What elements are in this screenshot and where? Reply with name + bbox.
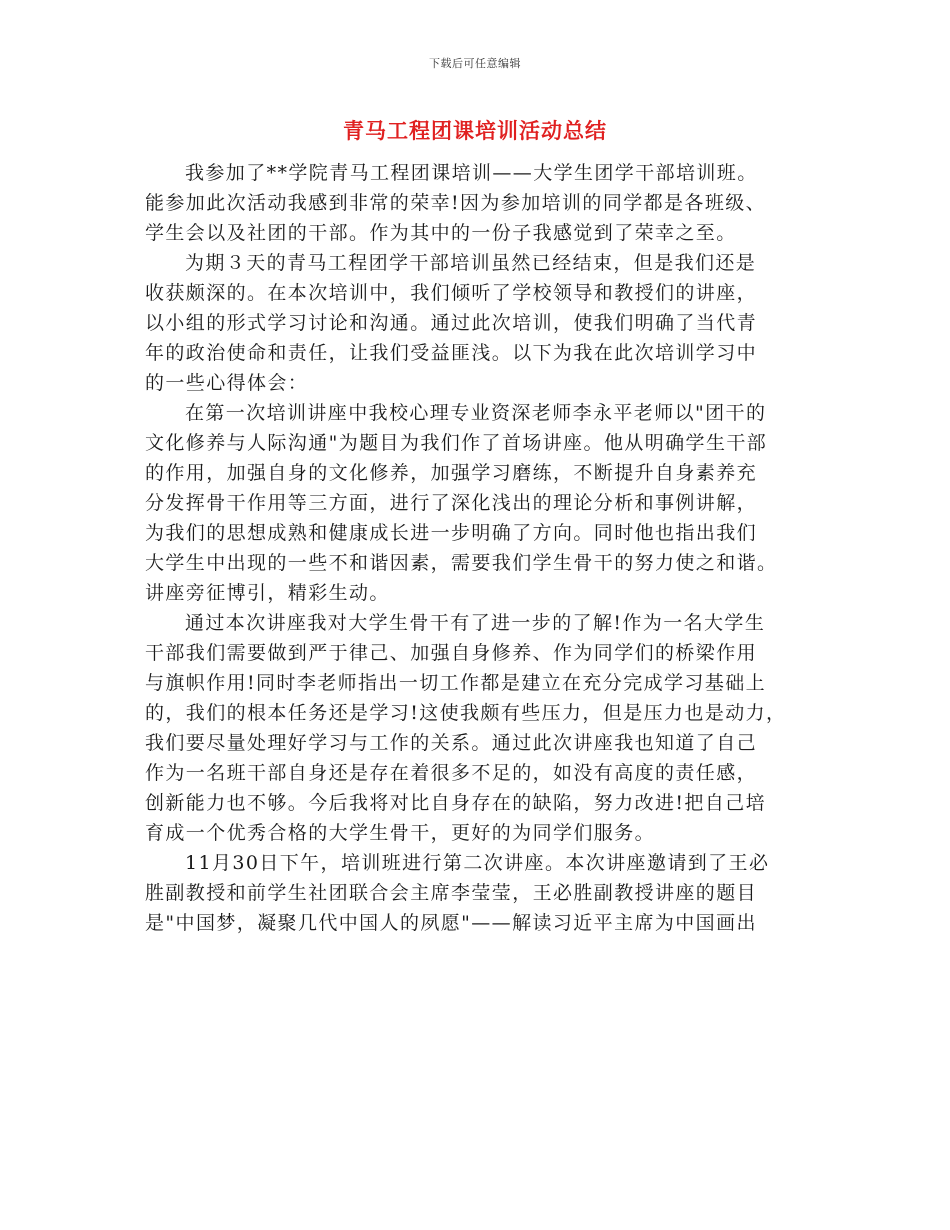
text-line: 能参加此次活动我感到非常的荣幸!因为参加培训的同学都是各班级、 bbox=[145, 192, 767, 214]
text-line: 学生会以及社团的干部。作为其中的一份子我感觉到了荣幸之至。 bbox=[145, 222, 737, 244]
text-line: 收获颇深的。在本次培训中，我们倾听了学校领导和教授们的讲座， bbox=[145, 282, 758, 304]
text-line: 我参加了**学院青马工程团课培训——大学生团学干部培训班。 bbox=[185, 162, 758, 184]
text-line: 年的政治使命和责任，让我们受益匪浅。以下为我在此次培训学习中 bbox=[145, 342, 758, 364]
text-line: 胜副教授和前学生社团联合会主席李莹莹，王必胜副教授讲座的题目 bbox=[145, 882, 758, 904]
text-line: 是"中国梦，凝聚几代中国人的夙愿"——解读习近平主席为中国画出 bbox=[145, 912, 757, 934]
text-line: 育成一个优秀合格的大学生骨干，更好的为同学们服务。 bbox=[145, 822, 656, 844]
text-line: 大学生中出现的一些不和谐因素，需要我们学生骨干的努力使之和谐。 bbox=[145, 552, 778, 574]
text-line: 的，我们的根本任务还是学习!这使我颇有些压力，但是压力也是动力， bbox=[145, 702, 787, 724]
text-line: 讲座旁征博引，精彩生动。 bbox=[145, 582, 390, 604]
text-line: 在第一次培训讲座中我校心理专业资深老师李永平老师以"团干的 bbox=[185, 402, 767, 424]
paragraph bbox=[145, 158, 825, 248]
text-line: 11月30日下午，培训班进行第二次讲座。本次讲座邀请到了王必 bbox=[185, 852, 770, 874]
text-line: 与旗帜作用!同时李老师指出一切工作都是建立在充分完成学习基础上 bbox=[145, 672, 767, 694]
text-line: 的一些心得体会： bbox=[145, 372, 309, 394]
text-line: 文化修养与人际沟通"为题目为我们作了首场讲座。他从明确学生干部 bbox=[145, 432, 768, 454]
paragraph bbox=[145, 248, 825, 398]
text-line: 通过本次讲座我对大学生骨干有了进一步的了解!作为一名大学生 bbox=[185, 612, 766, 634]
text-line: 作为一名班干部自身还是存在着很多不足的，如没有高度的责任感， bbox=[145, 762, 758, 784]
header-note: 下载后可任意编辑 bbox=[429, 57, 521, 70]
text-line: 为期３天的青马工程团学干部培训虽然已经结束，但是我们还是 bbox=[185, 252, 757, 274]
paragraph bbox=[145, 848, 825, 938]
text-line: 创新能力也不够。今后我将对比自身存在的缺陷，努力改进!把自己培 bbox=[145, 792, 767, 814]
text-line: 干部我们需要做到严于律己、加强自身修养、作为同学们的桥梁作用 bbox=[145, 642, 758, 664]
document-title: 青马工程团课培训活动总结 bbox=[343, 118, 607, 143]
document-body bbox=[145, 158, 825, 938]
paragraph bbox=[145, 608, 825, 848]
text-line: 为我们的思想成熟和健康成长进一步明确了方向。同时他也指出我们 bbox=[145, 522, 758, 544]
text-line: 的作用，加强自身的文化修养，加强学习磨练，不断提升自身素养充 bbox=[145, 462, 758, 484]
text-line: 我们要尽量处理好学习与工作的关系。通过此次讲座我也知道了自己 bbox=[145, 732, 758, 754]
paragraph bbox=[145, 398, 825, 608]
text-line: 以小组的形式学习讨论和沟通。通过此次培训，使我们明确了当代青 bbox=[145, 312, 758, 334]
text-line: 分发挥骨干作用等三方面，进行了深化浅出的理论分析和事例讲解， bbox=[145, 492, 758, 514]
